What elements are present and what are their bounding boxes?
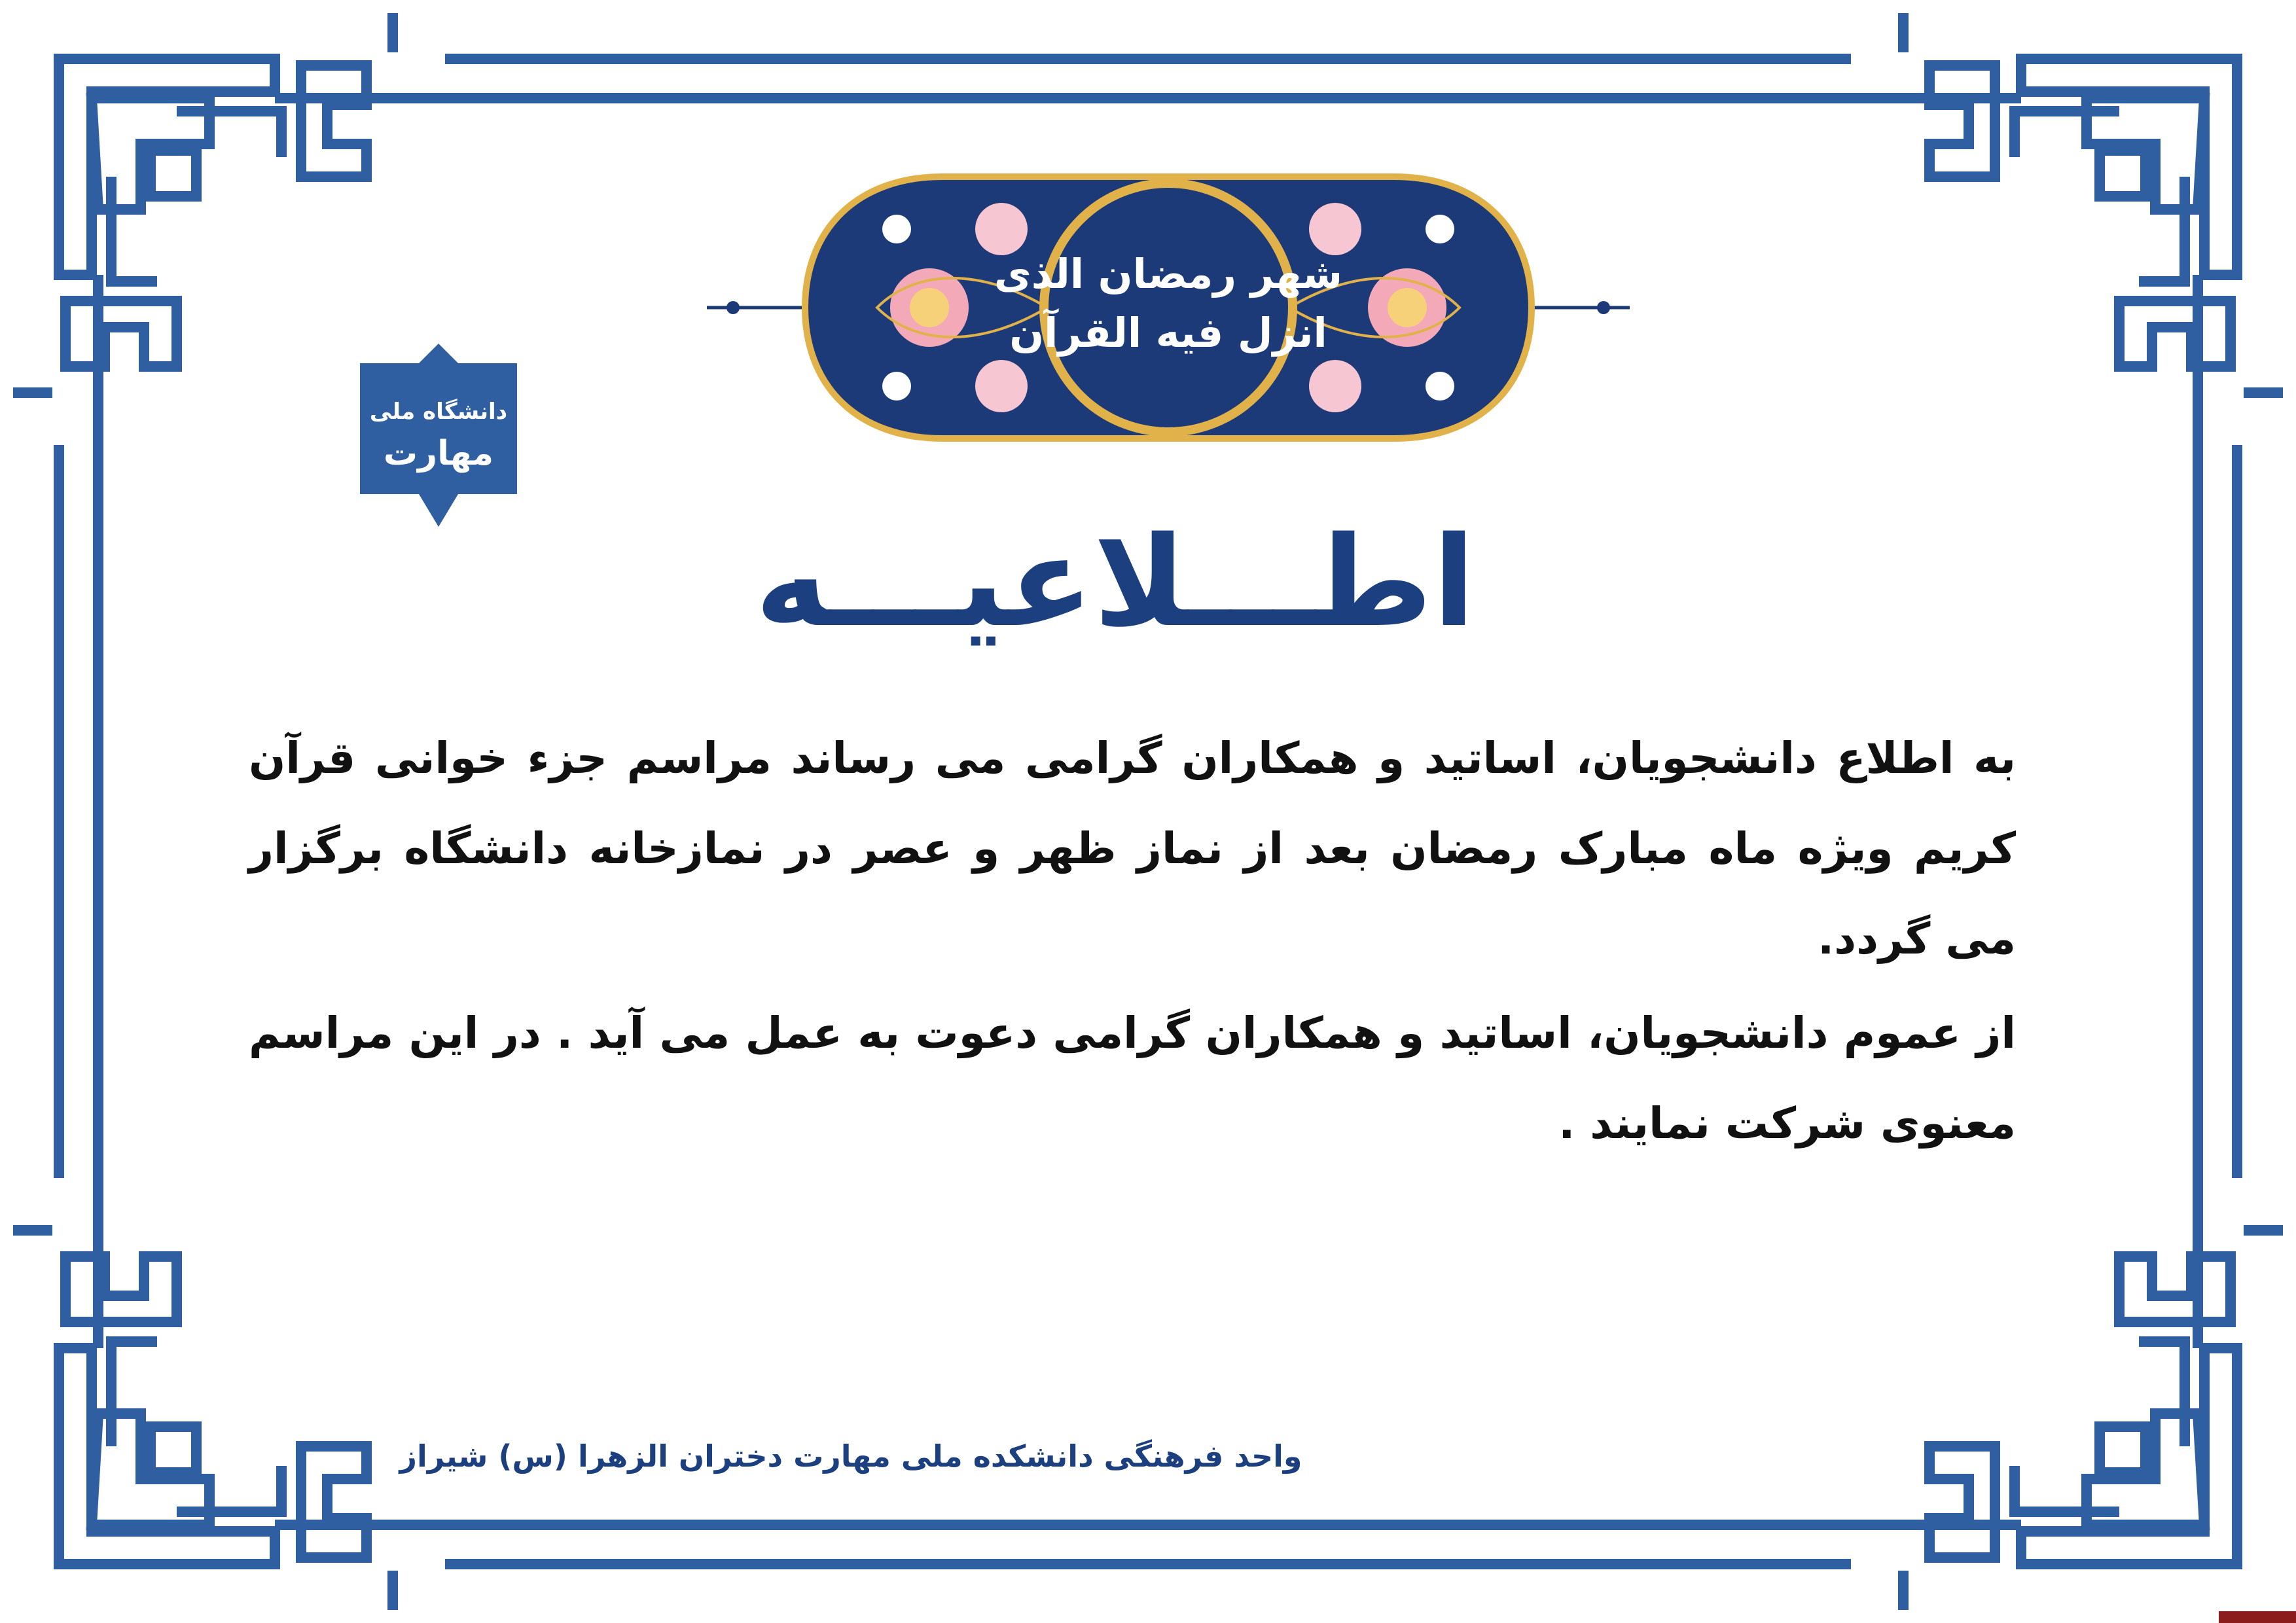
university-logo	[353, 340, 524, 530]
logo-text-line-2: مهارت	[383, 434, 494, 473]
ramadan-calligraphy-banner	[707, 164, 1630, 452]
logo-text-line-1: دانشگاه ملی	[369, 399, 508, 425]
calligraphy-line-2: انزل فیه القرآن	[1009, 309, 1327, 357]
page-title: اطـــلاعیـــه	[755, 510, 1475, 654]
announcement-paragraph-2: از عموم دانشجویان، اساتید و همکاران گرامی دعوت به عمل می آید . در این مراسم معنوی شرکت نمایند .	[249, 1008, 2016, 1149]
site-watermark	[2219, 1611, 2296, 1623]
calligraphy-line-1: شهر رمضان الذی	[994, 250, 1343, 298]
announcement-body	[249, 713, 2016, 1173]
announcement-paragraph-1: به اطلاع دانشجویان، اساتید و همکاران گرامی می رساند مراسم جزء خوانی قرآن کریم ویژه ماه مبارک رمضان بعد از نماز ظهر و عصر در نمازخانه دانشگاه برگزار می گردد.	[249, 733, 2016, 964]
issuer-signature: واحد فرهنگی دانشکده ملی مهارت دختران الزهرا (س) شیراز	[399, 1438, 1302, 1474]
